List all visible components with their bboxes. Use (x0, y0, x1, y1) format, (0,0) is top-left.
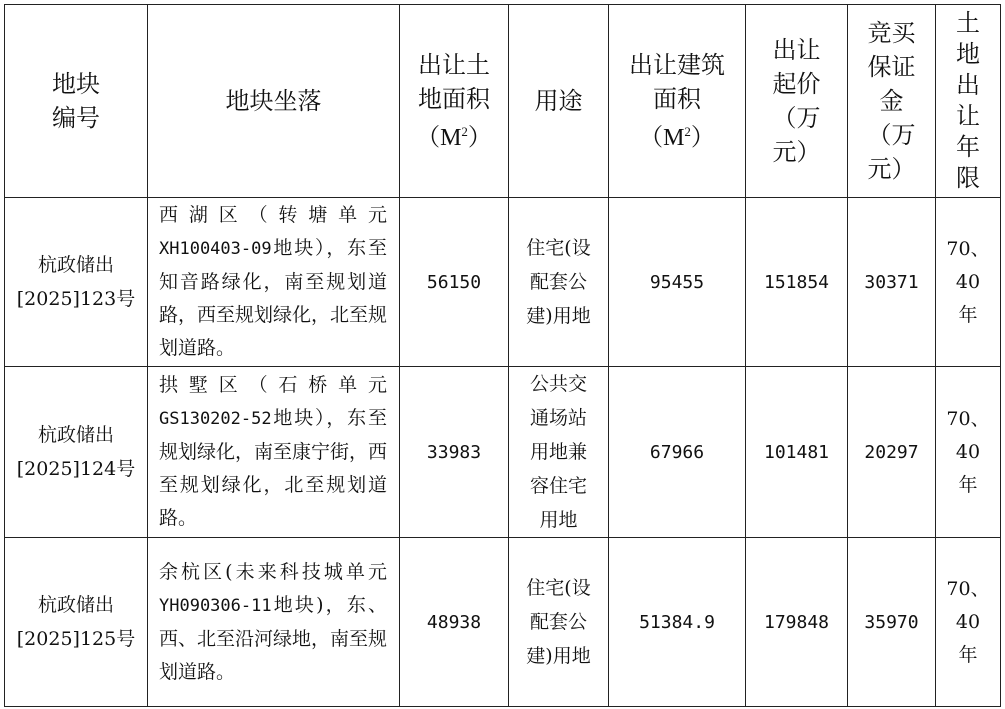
start-price-cell: 151854 (746, 198, 848, 367)
header-usage: 用途 (509, 5, 609, 198)
area-cell: 48938 (400, 538, 509, 707)
header-floor-area-unit: $(M^2)$ (639, 124, 715, 151)
header-start-price (746, 5, 848, 198)
plot-id-cell: 杭政储出 [2025]124号 (5, 367, 148, 538)
table-row (5, 538, 1001, 707)
usage-cell: 公共交通场站用地兼容住宅用地 (509, 367, 609, 538)
usage-cell: 住宅(设配套公建)用地 (509, 538, 609, 707)
term-cell: 70、 40 年 (936, 538, 1001, 707)
plot-id-cell: 杭政储出 [2025]125号 (5, 538, 148, 707)
location-cell: 西湖区（转塘单元XH100403-09地块），东至知音路绿化，南至规划道路，西至规划绿化，北至规划道路。 (148, 198, 400, 367)
header-area-label: 出让土地面积 (418, 51, 490, 113)
header-floor-area-label: 出让建筑面积 (629, 51, 725, 113)
floor-area-cell: 51384.9 (609, 538, 746, 707)
header-area-unit: $(M^2)$ (416, 124, 492, 151)
floor-area-cell: 95455 (609, 198, 746, 367)
term-cell: 70、 40 年 (936, 198, 1001, 367)
plot-id-cell: 杭政储出 [2025]123号 (5, 198, 148, 367)
header-start-price-label: 出让起价 (772, 36, 821, 98)
area-cell: 33983 (400, 367, 509, 538)
table-row (5, 367, 1001, 538)
location-cell: 余杭区(未来科技城单元YH090306-11地块)，东、西、北至沿河绿地，南至规划道路。 (148, 538, 400, 707)
header-floor-area (609, 5, 746, 198)
header-area (400, 5, 509, 198)
header-deposit-label: 竞买保证金 (867, 19, 916, 115)
term-cell: 70、 40 年 (936, 367, 1001, 538)
area-cell: 56150 (400, 198, 509, 367)
start-price-cell: 179848 (746, 538, 848, 707)
header-deposit (848, 5, 936, 198)
header-location: 地块坐落 (148, 5, 400, 198)
table-row (5, 198, 1001, 367)
location-cell: 拱墅区（石桥单元GS130202-52地块），东至规划绿化，南至康宁街，西至规划绿化，北至规划道路。 (148, 367, 400, 538)
header-term: 土地出让年限 (936, 5, 1001, 198)
header-plot-no: 地块编号 (5, 5, 148, 198)
start-price-cell: 101481 (746, 367, 848, 538)
deposit-cell: 35970 (848, 538, 936, 707)
deposit-cell: 30371 (848, 198, 936, 367)
deposit-cell: 20297 (848, 367, 936, 538)
header-row (5, 5, 1001, 198)
land-transfer-table (4, 4, 1001, 707)
header-deposit-unit: （万元） (867, 121, 916, 183)
floor-area-cell: 67966 (609, 367, 746, 538)
header-start-price-unit: （万元） (772, 104, 821, 166)
usage-cell: 住宅(设配套公建)用地 (509, 198, 609, 367)
